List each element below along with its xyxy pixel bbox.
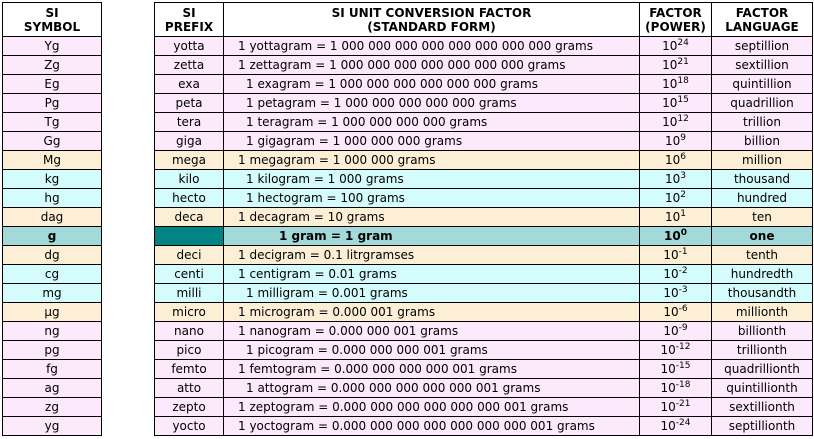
power-exponent: 6 <box>680 152 686 162</box>
factor-language-cell: hundred <box>712 189 813 208</box>
symbol-row <box>3 417 102 436</box>
symbol-row <box>3 227 102 246</box>
factor-power-cell <box>640 75 712 94</box>
symbol-row <box>3 75 102 94</box>
factor-language-cell: ten <box>712 208 813 227</box>
power-base: 10 <box>663 305 679 319</box>
factor-language-cell: sextillion <box>712 56 813 75</box>
conversion-factor-cell: 1 picogram = 0.000 000 000 001 grams <box>224 341 640 360</box>
conversion-factor-cell: 1 decagram = 10 grams <box>224 208 640 227</box>
left-table-body <box>3 37 102 436</box>
header-si-prefix: SI PREFIX <box>155 3 224 37</box>
factor-power-cell <box>640 284 712 303</box>
power-base: 10 <box>660 400 676 414</box>
power-exponent: -24 <box>675 418 691 428</box>
power-exponent: 21 <box>677 57 689 67</box>
si-prefix-cell: hecto <box>155 189 224 208</box>
power-base: 10 <box>663 324 679 338</box>
si-symbol-table <box>2 2 102 436</box>
prefix-row <box>155 379 813 398</box>
power-exponent: -21 <box>675 399 691 409</box>
si-prefix-cell: nano <box>155 322 224 341</box>
si-symbol-cell: fg <box>3 360 102 379</box>
power-exponent: 3 <box>680 171 686 181</box>
conversion-factor-cell: 1 zettagram = 1 000 000 000 000 000 000 000 grams <box>224 56 640 75</box>
header-conversion-factor: SI UNIT CONVERSION FACTOR (STANDARD FORM) <box>224 3 640 37</box>
prefix-row <box>155 37 813 56</box>
prefix-row <box>155 322 813 341</box>
factor-power-cell <box>640 246 712 265</box>
symbol-row <box>3 189 102 208</box>
power-base: 10 <box>662 96 678 110</box>
prefix-row <box>155 94 813 113</box>
prefix-row <box>155 284 813 303</box>
conversion-factor-cell: 1 yoctogram = 0.000 000 000 000 000 000 000 001 grams <box>224 417 640 436</box>
si-prefix-cell: mega <box>155 151 224 170</box>
prefix-row <box>155 398 813 417</box>
si-symbol-cell: g <box>3 227 102 246</box>
power-exponent: -12 <box>675 342 691 352</box>
si-prefix-cell: deci <box>155 246 224 265</box>
power-base: 10 <box>662 39 678 53</box>
prefix-row <box>155 208 813 227</box>
factor-language-cell: one <box>712 227 813 246</box>
prefix-row <box>155 303 813 322</box>
factor-language-cell: septillionth <box>712 417 813 436</box>
conversion-factor-cell: 1 zeptogram = 0.000 000 000 000 000 000 001 grams <box>224 398 640 417</box>
conversion-factor-cell: 1 megagram = 1 000 000 grams <box>224 151 640 170</box>
symbol-row <box>3 360 102 379</box>
conversion-factor-cell: 1 microgram = 0.000 001 grams <box>224 303 640 322</box>
si-symbol-cell: Gg <box>3 132 102 151</box>
prefix-row <box>155 265 813 284</box>
si-prefix-cell: zepto <box>155 398 224 417</box>
power-exponent: 18 <box>677 76 689 86</box>
si-prefix-cell: centi <box>155 265 224 284</box>
si-symbol-cell: kg <box>3 170 102 189</box>
prefix-row <box>155 417 813 436</box>
si-prefix-cell: kilo <box>155 170 224 189</box>
left-header-row <box>3 3 102 37</box>
conversion-factor-cell: 1 milligram = 0.001 grams <box>224 284 640 303</box>
factor-language-cell: billion <box>712 132 813 151</box>
si-prefix-cell: milli <box>155 284 224 303</box>
si-symbol-cell: Tg <box>3 113 102 132</box>
si-prefix-cell: atto <box>155 379 224 398</box>
si-prefix-cell: deca <box>155 208 224 227</box>
power-exponent: 0 <box>680 228 687 238</box>
si-symbol-cell: Mg <box>3 151 102 170</box>
conversion-factor-cell: 1 hectogram = 100 grams <box>224 189 640 208</box>
right-table-body <box>155 37 813 436</box>
power-base: 10 <box>664 153 681 167</box>
si-symbol-cell: mg <box>3 284 102 303</box>
factor-language-cell: hundredth <box>712 265 813 284</box>
power-base: 10 <box>662 58 678 72</box>
factor-power-cell <box>640 151 712 170</box>
power-exponent: 2 <box>680 190 686 200</box>
power-base: 10 <box>662 77 678 91</box>
conversion-factor-cell: 1 gram = 1 gram <box>224 227 640 246</box>
factor-power-cell <box>640 398 712 417</box>
factor-power-cell <box>640 37 712 56</box>
symbol-row <box>3 398 102 417</box>
factor-power-cell <box>640 113 712 132</box>
factor-language-cell: tenth <box>712 246 813 265</box>
symbol-row <box>3 303 102 322</box>
si-symbol-cell: pg <box>3 341 102 360</box>
power-base: 10 <box>664 229 681 243</box>
factor-power-cell <box>640 94 712 113</box>
symbol-row <box>3 170 102 189</box>
si-symbol-cell: hg <box>3 189 102 208</box>
prefix-row <box>155 246 813 265</box>
symbol-row <box>3 284 102 303</box>
symbol-row <box>3 94 102 113</box>
symbol-row <box>3 56 102 75</box>
prefix-row <box>155 170 813 189</box>
power-exponent: -15 <box>675 361 691 371</box>
prefix-row <box>155 151 813 170</box>
si-prefix-cell: micro <box>155 303 224 322</box>
si-prefix-cell: tera <box>155 113 224 132</box>
si-symbol-cell: Eg <box>3 75 102 94</box>
header-factor-language: FACTOR LANGUAGE <box>712 3 813 37</box>
power-exponent: -18 <box>675 380 691 390</box>
conversion-factor-cell: 1 gigagram = 1 000 000 000 grams <box>224 132 640 151</box>
power-base: 10 <box>660 419 676 433</box>
factor-power-cell <box>640 189 712 208</box>
power-exponent: -3 <box>678 285 688 295</box>
si-symbol-cell: zg <box>3 398 102 417</box>
power-base: 10 <box>664 191 681 205</box>
factor-language-cell: quintillionth <box>712 379 813 398</box>
si-symbol-cell: ag <box>3 379 102 398</box>
factor-power-cell <box>640 170 712 189</box>
factor-power-cell <box>640 208 712 227</box>
prefix-row <box>155 341 813 360</box>
prefix-row <box>155 132 813 151</box>
power-exponent: -2 <box>678 266 688 276</box>
si-prefix-cell: peta <box>155 94 224 113</box>
symbol-row <box>3 246 102 265</box>
si-prefix-cell: exa <box>155 75 224 94</box>
factor-power-cell <box>640 360 712 379</box>
si-symbol-cell: dg <box>3 246 102 265</box>
factor-power-cell <box>640 379 712 398</box>
factor-power-cell <box>640 341 712 360</box>
symbol-row <box>3 379 102 398</box>
factor-language-cell: billionth <box>712 322 813 341</box>
conversion-factor-cell: 1 decigram = 0.1 litrgramses <box>224 246 640 265</box>
power-exponent: -1 <box>678 247 688 257</box>
power-exponent: 15 <box>677 95 689 105</box>
factor-power-cell <box>640 322 712 341</box>
si-prefix-cell: femto <box>155 360 224 379</box>
factor-power-cell <box>640 303 712 322</box>
si-prefix-cell: zetta <box>155 56 224 75</box>
si-symbol-cell: dag <box>3 208 102 227</box>
prefix-row <box>155 56 813 75</box>
factor-power-cell <box>640 227 712 246</box>
factor-language-cell: quintillion <box>712 75 813 94</box>
factor-language-cell: quadrillionth <box>712 360 813 379</box>
power-exponent: 1 <box>680 209 686 219</box>
factor-language-cell: sextillionth <box>712 398 813 417</box>
power-base: 10 <box>662 115 678 129</box>
si-symbol-cell: Yg <box>3 37 102 56</box>
conversion-factor-cell: 1 nanogram = 0.000 000 001 grams <box>224 322 640 341</box>
conversion-factor-cell: 1 teragram = 1 000 000 000 000 grams <box>224 113 640 132</box>
factor-power-cell <box>640 265 712 284</box>
power-exponent: 9 <box>680 133 686 143</box>
conversion-factor-cell: 1 petagram = 1 000 000 000 000 000 grams <box>224 94 640 113</box>
prefix-row <box>155 75 813 94</box>
symbol-row <box>3 208 102 227</box>
symbol-row <box>3 322 102 341</box>
si-prefix-table <box>154 2 813 436</box>
si-prefix-cell: yotta <box>155 37 224 56</box>
power-exponent: 24 <box>677 38 689 48</box>
factor-language-cell: million <box>712 151 813 170</box>
prefix-row <box>155 227 813 246</box>
si-symbol-cell: cg <box>3 265 102 284</box>
si-symbol-cell: Pg <box>3 94 102 113</box>
conversion-factor-cell: 1 attogram = 0.000 000 000 000 000 001 grams <box>224 379 640 398</box>
power-base: 10 <box>664 172 681 186</box>
si-symbol-cell: yg <box>3 417 102 436</box>
power-base: 10 <box>660 362 676 376</box>
prefix-row <box>155 189 813 208</box>
prefix-row <box>155 113 813 132</box>
factor-language-cell: thousand <box>712 170 813 189</box>
si-prefix-cell: giga <box>155 132 224 151</box>
prefix-row <box>155 360 813 379</box>
header-si-symbol: SI SYMBOL <box>3 3 102 37</box>
si-symbol-cell: Zg <box>3 56 102 75</box>
si-symbol-cell: µg <box>3 303 102 322</box>
power-base: 10 <box>660 343 676 357</box>
power-exponent: 12 <box>677 114 689 124</box>
symbol-row <box>3 113 102 132</box>
power-base: 10 <box>660 381 676 395</box>
si-prefix-cell: pico <box>155 341 224 360</box>
symbol-row <box>3 37 102 56</box>
factor-language-cell: trillion <box>712 113 813 132</box>
power-base: 10 <box>663 267 679 281</box>
power-base: 10 <box>663 248 679 262</box>
power-base: 10 <box>664 210 681 224</box>
right-header-row <box>155 3 813 37</box>
si-symbol-cell: ng <box>3 322 102 341</box>
conversion-factor-cell: 1 centigram = 0.01 grams <box>224 265 640 284</box>
symbol-row <box>3 151 102 170</box>
conversion-factor-cell: 1 kilogram = 1 000 grams <box>224 170 640 189</box>
power-base: 10 <box>663 286 679 300</box>
conversion-factor-cell: 1 exagram = 1 000 000 000 000 000 000 grams <box>224 75 640 94</box>
factor-language-cell: septillion <box>712 37 813 56</box>
symbol-row <box>3 265 102 284</box>
factor-power-cell <box>640 132 712 151</box>
factor-power-cell <box>640 417 712 436</box>
symbol-row <box>3 132 102 151</box>
factor-language-cell: millionth <box>712 303 813 322</box>
power-exponent: -6 <box>678 304 688 314</box>
header-factor-power: FACTOR (POWER) <box>640 3 712 37</box>
power-exponent: -9 <box>678 323 688 333</box>
conversion-factor-cell: 1 femtogram = 0.000 000 000 000 001 grams <box>224 360 640 379</box>
factor-language-cell: thousandth <box>712 284 813 303</box>
si-prefix-cell: yocto <box>155 417 224 436</box>
symbol-row <box>3 341 102 360</box>
factor-language-cell: trillionth <box>712 341 813 360</box>
factor-language-cell: quadrillion <box>712 94 813 113</box>
si-prefix-cell <box>155 227 224 246</box>
conversion-factor-cell: 1 yottagram = 1 000 000 000 000 000 000 000 000 grams <box>224 37 640 56</box>
factor-power-cell <box>640 56 712 75</box>
power-base: 10 <box>664 134 681 148</box>
